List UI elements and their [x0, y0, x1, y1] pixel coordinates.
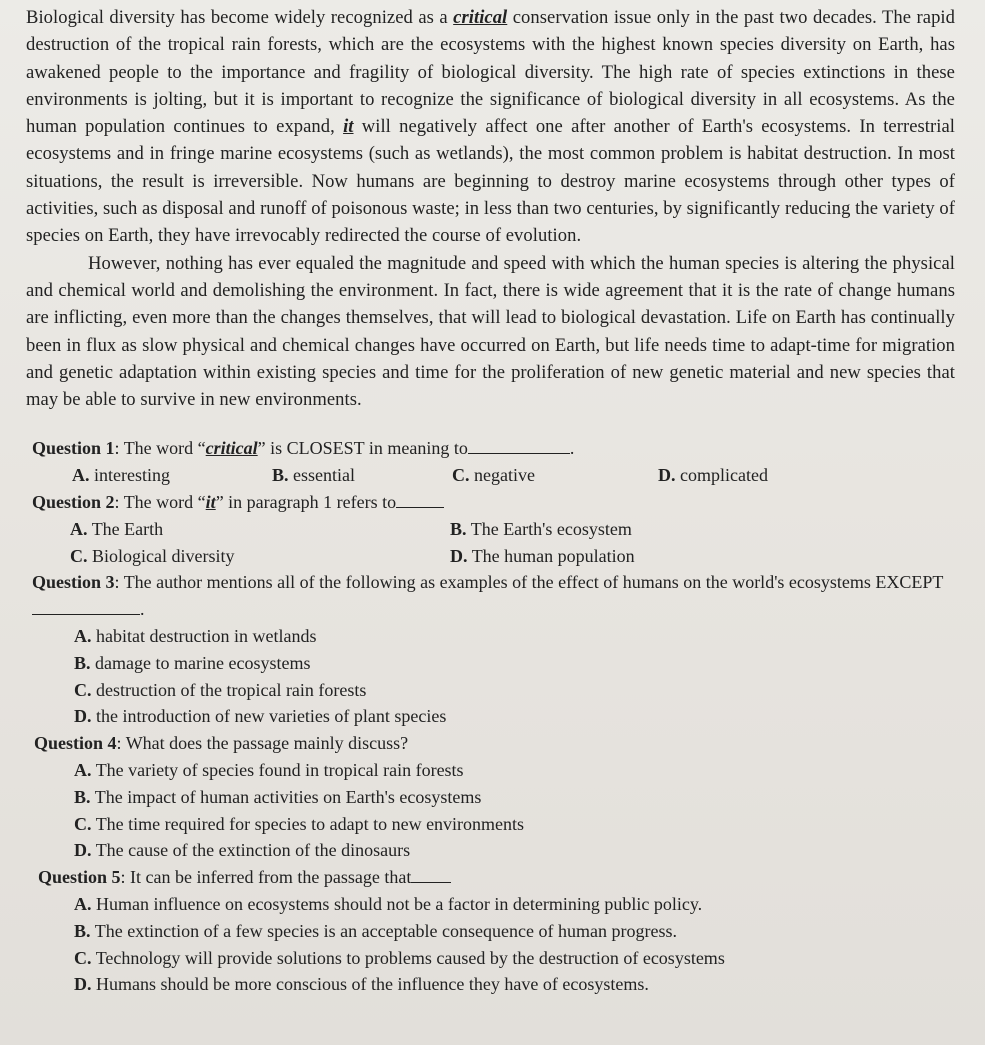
- option-letter: A.: [70, 518, 88, 539]
- option-text: The time required for species to adapt to new environments: [95, 813, 525, 834]
- option-c[interactable]: [74, 811, 955, 838]
- underlined-word-it: it: [343, 116, 354, 138]
- option-d[interactable]: [74, 837, 955, 864]
- option-text: Human influence on ecosystems should not be a factor in determining public policy.: [96, 894, 703, 914]
- option-c[interactable]: [452, 462, 658, 489]
- option-d[interactable]: [74, 971, 955, 998]
- option-text: Biological diversity: [92, 545, 235, 566]
- option-b[interactable]: [74, 650, 955, 677]
- option-a[interactable]: [74, 891, 955, 918]
- option-letter: B.: [74, 652, 91, 673]
- option-a[interactable]: [74, 757, 955, 784]
- question-1: [26, 435, 955, 462]
- option-text: habitat destruction in wetlands: [96, 626, 317, 647]
- question-2: [26, 489, 955, 516]
- option-text: The Earth's ecosystem: [470, 518, 632, 539]
- option-a[interactable]: [70, 516, 450, 543]
- option-letter: A.: [74, 626, 92, 647]
- question-stem: ” in paragraph 1 refers to: [215, 492, 397, 513]
- question-stem: : The word “: [114, 492, 206, 513]
- option-letter: D.: [74, 974, 92, 995]
- passage-paragraph-1: [26, 4, 955, 250]
- option-letter: D.: [450, 545, 468, 566]
- question-label: Question 2: [32, 492, 115, 513]
- underlined-word-critical: critical: [453, 7, 508, 28]
- question-stem: : What does the passage mainly discuss?: [116, 733, 409, 754]
- option-text: damage to marine ecosystems: [95, 652, 311, 673]
- option-text: interesting: [94, 465, 170, 486]
- question-4-options: [26, 757, 955, 864]
- answer-blank: [411, 868, 451, 883]
- option-c[interactable]: [74, 945, 955, 972]
- question-label: Question 1: [32, 438, 115, 459]
- p1-text-c: will negatively affect one after another of Earth's ecosystems. In terrestrial ecosystems and in fringe marine ecosystems (such as wetlands), the most common problem is habitat destruction. In most situations, the result is irreversible. Now humans are beginning to destroy marine ecosystems through other types of activities, such as disposal and runoff of poisonous waste; in less than two centuries, by significantly reducing the variety of species on Earth, they have irrevocably redirected the course of evolution.: [26, 116, 955, 247]
- question-stem: : It can be inferred from the passage that: [120, 867, 412, 888]
- option-text: The human population: [471, 545, 635, 566]
- option-letter: B.: [74, 786, 91, 807]
- question-keyword: it: [205, 492, 216, 513]
- option-c[interactable]: [74, 677, 955, 704]
- p1-text-a: Biological diversity has become widely recognized as a: [26, 7, 454, 28]
- option-letter: D.: [74, 706, 92, 727]
- option-c[interactable]: [70, 543, 450, 570]
- option-text: negative: [474, 465, 535, 486]
- option-letter: C.: [74, 947, 92, 968]
- option-text: The impact of human activities on Earth's ecosystems: [94, 786, 482, 807]
- option-letter: C.: [74, 679, 92, 700]
- question-3: [26, 569, 955, 623]
- option-text: Technology will provide solutions to problems caused by the destruction of ecosystems: [95, 947, 725, 968]
- passage-paragraph-2: However, nothing has ever equaled the magnitude and speed with which the human species is altering the physical and chemical world and demolishing the environment. In fact, there is wide agreement that it is the rate of change humans are inflicting, even more than the changes themselves, that will lead to biological devastation. Life on Earth has continually been in flux as slow physical and chemical changes have occurred on Earth, but life needs time to adapt-time for migration and genetic adaptation within existing species and time for the proliferation of new genetic material and new species that may be able to survive in new environments.: [26, 252, 955, 411]
- answer-blank: [468, 439, 570, 454]
- option-letter: D.: [658, 465, 676, 486]
- option-text: The variety of species found in tropical rain forests: [95, 760, 464, 781]
- question-4: [26, 730, 955, 757]
- option-a[interactable]: [74, 623, 955, 650]
- question-label: Question 3: [32, 572, 115, 593]
- option-letter: A.: [74, 894, 92, 914]
- option-d[interactable]: [450, 543, 870, 570]
- option-a[interactable]: [72, 462, 272, 489]
- question-3-options: [26, 623, 955, 730]
- answer-blank: [396, 493, 444, 508]
- option-b[interactable]: [74, 918, 955, 945]
- question-2-options: [26, 516, 955, 570]
- option-d[interactable]: [658, 462, 768, 489]
- question-stem: : The word “: [114, 438, 206, 459]
- option-b[interactable]: [74, 784, 955, 811]
- option-text: The extinction of a few species is an acceptable consequence of human progress.: [94, 920, 677, 941]
- option-letter: B.: [450, 518, 467, 539]
- option-letter: C.: [74, 813, 92, 834]
- option-b[interactable]: [272, 462, 452, 489]
- question-1-options: [26, 462, 955, 489]
- option-letter: D.: [74, 840, 92, 861]
- option-text: Humans should be more conscious of the influence they have of ecosystems.: [96, 974, 649, 995]
- question-stem: : The author mentions all of the following as examples of the effect of humans on the world's ecosystems EXCEPT: [114, 572, 944, 593]
- question-label: Question 5: [38, 867, 121, 888]
- option-text: destruction of the tropical rain forests: [96, 679, 367, 700]
- question-keyword: critical: [205, 438, 258, 459]
- option-text: The Earth: [91, 518, 164, 539]
- period: .: [140, 599, 145, 620]
- option-letter: A.: [72, 465, 90, 486]
- option-letter: C.: [70, 545, 88, 566]
- option-b[interactable]: [450, 516, 870, 543]
- question-5-options: [26, 891, 955, 998]
- answer-blank: [32, 600, 140, 615]
- questions-section: [26, 435, 955, 998]
- option-text: complicated: [680, 465, 768, 486]
- option-letter: B.: [272, 465, 289, 486]
- option-text: essential: [293, 465, 355, 486]
- option-letter: C.: [452, 465, 470, 486]
- question-label: Question 4: [34, 733, 117, 754]
- option-d[interactable]: [74, 703, 955, 730]
- question-5: [26, 864, 955, 891]
- option-letter: A.: [74, 760, 92, 781]
- period: .: [569, 438, 575, 459]
- p1-text-b: conservation issue only in the past two decades. The rapid destruction of the tropical rain forests, which are the ecosystems with the highest known species diversity on Earth, has awakened people to the importance and fragility of biological diversity. The high rate of species extinctions in these environments is jolting, but it is important to recognize the significance of biological diversity in all ecosystems. As the human population continues to expand,: [26, 7, 955, 138]
- option-letter: B.: [74, 920, 91, 941]
- option-text: The cause of the extinction of the dinosaurs: [95, 840, 411, 861]
- option-text: the introduction of new varieties of plant species: [96, 706, 447, 727]
- question-stem: ” is CLOSEST in meaning to: [257, 438, 468, 459]
